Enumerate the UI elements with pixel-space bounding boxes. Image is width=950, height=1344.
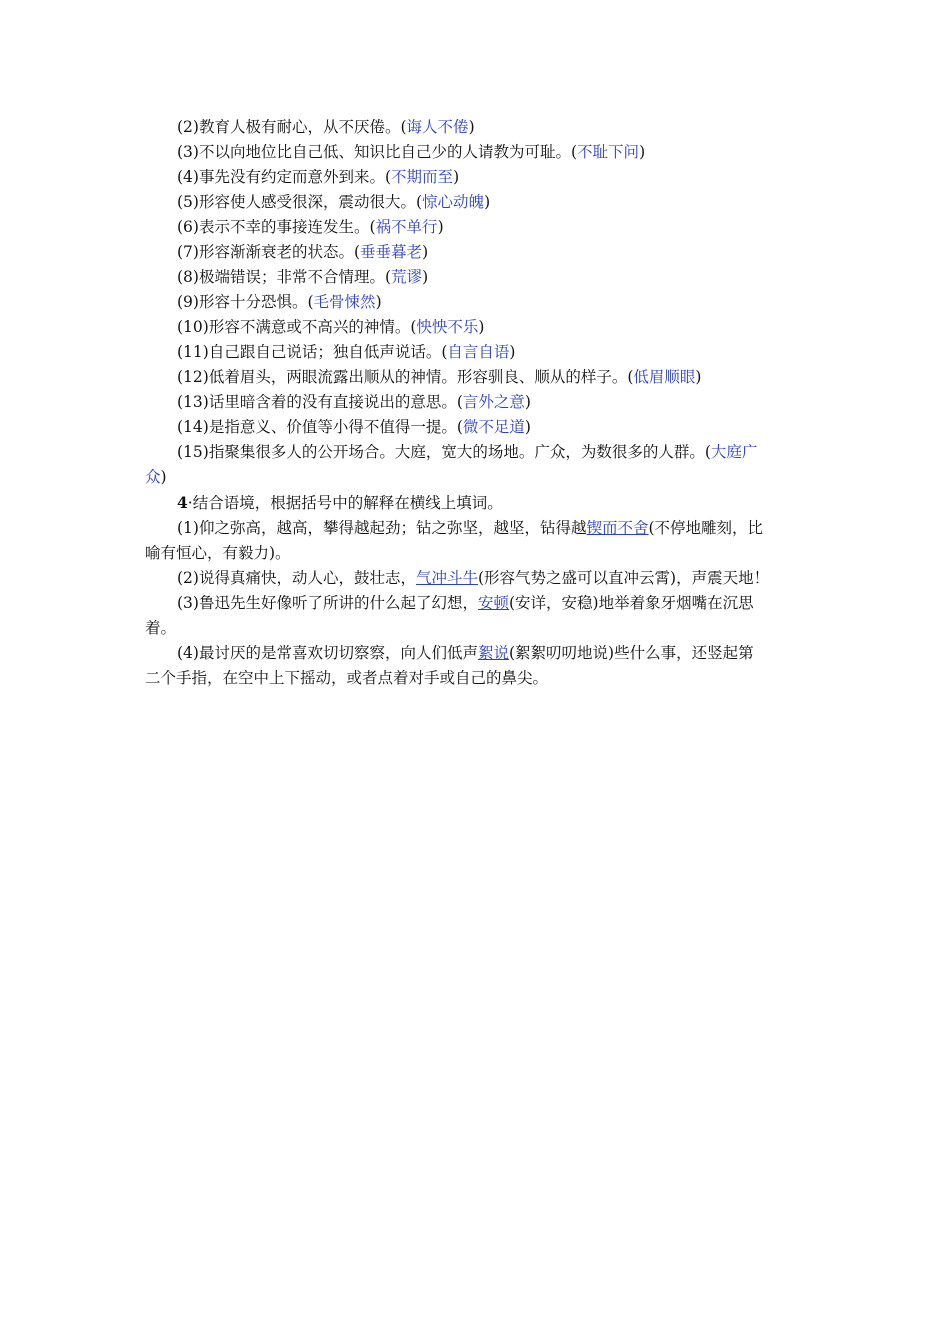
question-4-heading: 4·结合语境，根据括号中的解释在横线上填词。 [177,493,503,512]
answer: 荒谬 [391,268,423,286]
idiom-list [145,115,807,440]
q4-sentence-4: (4)最讨厌的是常喜欢切切察察，向人们低声絮说(絮絮叨叨地说)些什么事，还竖起第 [177,644,754,662]
idiom-item: (14)是指意义、价值等小得不值得一提。(微不足道) [177,418,531,436]
q4-sentence-2: (2)说得真痛快，动人心，鼓壮志，气冲斗牛(形容气势之盛可以直冲云霄)，声震天地！ [177,569,770,587]
answer: 低眉顺眼 [633,368,696,386]
idiom-item: (9)形容十分恐惧。(毛骨悚然) [177,293,382,311]
fill-answer: 絮说 [477,644,509,662]
answer: 怏怏不乐 [416,318,479,336]
document-page [145,115,807,691]
item-15: (15)指聚集很多人的公开场合。大庭，宽大的场地。广众，为数很多的人群。(大庭广 [177,443,758,461]
answer: 不期而至 [391,168,454,186]
q4-sentence-3: (3)鲁迅先生好像听了所讲的什么起了幻想，安顿(安详，安稳)地举着象牙烟嘴在沉思 [177,594,754,612]
q4-sentence-1-cont: 喻有恒心，有毅力)。 [145,544,291,562]
idiom-item: (5)形容使人感受很深，震动很大。(惊心动魄) [177,193,491,211]
idiom-item: (13)话里暗含着的没有直接说出的意思。(言外之意) [177,393,531,411]
answer: 祸不单行 [375,218,438,236]
fill-answer: 安顿 [477,594,509,612]
answer: 惊心动魄 [422,193,485,211]
fill-answer: 锲而不舍 [586,519,649,537]
answer: 众 [145,468,161,486]
item-15-cont: 众) [145,468,167,486]
idiom-item: (10)形容不满意或不高兴的神情。(怏怏不乐) [177,318,485,336]
answer: 大庭广 [710,443,758,461]
idiom-item: (8)极端错误；非常不合情理。(荒谬) [177,268,429,286]
answer: 自言自语 [447,343,510,361]
idiom-item: (2)教育人极有耐心，从不厌倦。(诲人不倦) [177,118,475,136]
idiom-item: (6)表示不幸的事接连发生。(祸不单行) [177,218,444,236]
q4-sentence-3-cont: 着。 [145,619,177,637]
idiom-item: (3)不以向地位比自己低、知识比自己少的人请教为可耻。(不耻下问) [177,143,646,161]
answer: 毛骨悚然 [313,293,376,311]
answer: 垂垂暮老 [360,243,423,261]
q4-sentence-1: (1)仰之弥高，越高，攀得越起劲；钻之弥坚，越坚，钻得越锲而不舍(不停地雕刻，比 [177,519,764,537]
idiom-item: (7)形容渐渐衰老的状态。(垂垂暮老) [177,243,429,261]
answer: 不耻下问 [577,143,640,161]
idiom-item: (12)低着眉头，两眼流露出顺从的神情。形容驯良、顺从的样子。(低眉顺眼) [177,368,702,386]
q4-sentence-4-cont: 二个手指，在空中上下摇动，或者点着对手或自己的鼻尖。 [145,669,549,687]
fill-answer: 气冲斗牛 [415,569,478,587]
answer: 诲人不倦 [406,118,469,136]
idiom-item: (11)自己跟自己说话；独自低声说话。(自言自语) [177,343,516,361]
answer: 言外之意 [462,393,525,411]
idiom-item: (4)事先没有约定而意外到来。(不期而至) [177,168,460,186]
answer: 微不足道 [462,418,525,436]
